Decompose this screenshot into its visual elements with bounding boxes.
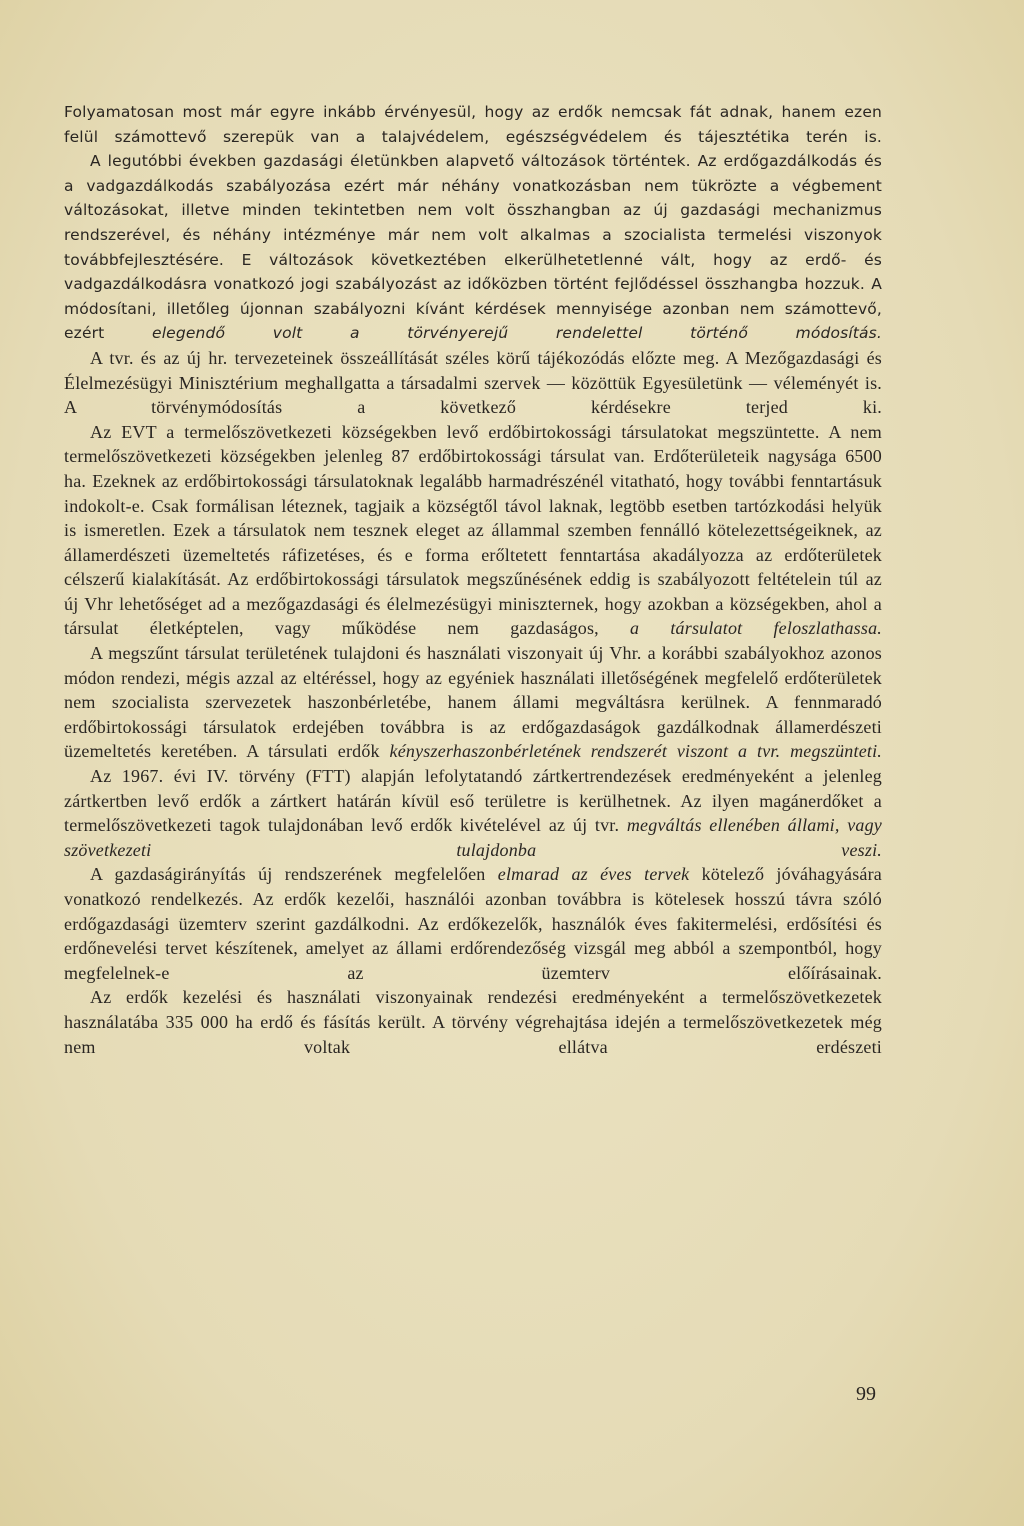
text-segment: Az 1967. évi IV. törvény (FTT) alapján lefolytatandó zártkertrendezések eredményeként a jelenleg zártkertben levő erdők a zártkert határán kívül eső területre is kerülhetnek. Az ilyen magánerdőket a termelőszövetkezeti tagok tulajdonában levő erdők kivételével az új tvr. [64, 766, 882, 836]
paragraph [64, 100, 882, 149]
paragraph [64, 862, 882, 985]
emphasized-text: megváltás ellenében állami, vagy szövetkezeti tulajdonba veszi. [64, 815, 882, 860]
paragraph [64, 641, 882, 764]
paragraph [64, 764, 882, 862]
paragraph [64, 420, 882, 641]
text-segment: A megszűnt társulat területének tulajdoni és használati viszonyait új Vhr. a korábbi szabályokhoz azonos módon rendezi, mégis azzal az eltéréssel, hogy az egyéniek használati illetőségének megfelelő erdőterületek nem szocialista szervezetek haszonbérletébe, hanem állami megváltásra kerülnek. A fennmaradó erdőbirtokossági társulatok erdejében továbbra is az erdőgazdaságok gazdálkodnak államerdészeti üzemeltetés keretében. A társulati erdők [64, 643, 882, 762]
emphasized-text: elmarad az éves tervek [497, 864, 690, 885]
text-segment: A legutóbbi években gazdasági életünkben alapvető változások történtek. Az erdőgazdálkodás és a vadgazdálkodás szabályozása ezért már néhány vonatkozásban nem tükrözte a végbement változásokat, illetve minden tekintetben nem volt összhangban az új gazdasági mechanizmus rendszerével, és néhány intézménye már nem volt alkalmas a szocialista termelési viszonyok továbbfejlesztésére. E változások következtében elkerülhetetlenné vált, hogy az erdő- és vadgazdálkodásra vonatkozó jogi szabályozást az időközben történt fejlődéssel összhangba hozzuk. A módosítani, illetőleg újonnan szabályozni kívánt kérdések mennyisége azonban nem számottevő, ezért [64, 152, 882, 343]
page-number: 99 [856, 1383, 876, 1405]
text-segment: Folyamatosan most már egyre inkább érvényesül, hogy az erdők nemcsak fát adnak, hanem ezen felül számottevő szerepük van a talajvédelem, egészségvédelem és tájesztétika terén is. [64, 103, 882, 146]
text-segment: Az erdők kezelési és használati viszonyainak rendezési eredményeként a termelőszövetkezetek használatába 335 000 ha erdő és fásítás került. A törvény végrehajtása idején a termelőszövetkezetek még nem voltak ellátva erdészeti [64, 987, 882, 1057]
text-segment: kötelező jóváhagyására vonatkozó rendelkezés. Az erdők kezelői, használói azonban továbbra is kötelesek hosszú távra szóló erdőgazdasági üzemterv szerint gazdálkodni. Az erdőkezelők, használók éves fakitermelési, erdősítési és erdőnevelési tervet készítenek, amelyet az állami erdőrendezőség vizsgál meg abból a szempontból, hogy megfelelnek-e az üzemterv előírásainak. [64, 864, 882, 983]
emphasized-text: a társulatot feloszlathassa. [630, 618, 882, 639]
text-segment: Az EVT a termelőszövetkezeti községekben levő erdőbirtokossági társulatokat megszüntette. A nem termelőszövetkezeti községekben jelenleg 87 erdőbirtokossági társulat van. Erdőterületeik nagysága 6500 ha. Ezeknek az erdőbirtokossági társulatoknak legalább harmadrészénél vitatható, hogy további fenntartásuk indokolt-e. Csak formálisan léteznek, tagjaik a községtől távol laknak, legtöbb esetben tartózkodási helyük is ismeretlen. Ezek a társulatok nem tesznek eleget az állammal szemben fennálló kötelezettségeiknek, az államerdészeti üzemeltetés ráfizetéses, és e forma erőltetett fenntartása akadályozza az erdőterületek célszerű kialakítását. Az erdőbirtokossági társulatok megszűnésének eddig is szabályozott feltételein túl az új Vhr lehetőséget ad a mezőgazdasági és élelmezésügyi miniszternek, hogy azokban a községekben, ahol a társulat életképtelen, vagy működése nem gazdaságos, [64, 421, 882, 639]
emphasized-text: elegendő volt a törvényerejű rendelettel történő módosítás. [152, 324, 882, 343]
text-segment: A tvr. és az új hr. tervezeteinek összeállítását széles körű tájékozódás előzte meg. A Mezőgazdasági és Élelmezésügyi Minisztérium meghallgatta a társadalmi szervek — közöttük Egyesületünk — véleményét is. A törvénymódosítás a következő kérdésekre terjed ki. [64, 347, 882, 418]
body-text [64, 100, 882, 1059]
paragraph [64, 985, 882, 1059]
text-segment: A gazdaságirányítás új rendszerének megfelelően [90, 864, 498, 885]
paragraph [64, 346, 882, 420]
paragraph [64, 149, 882, 346]
emphasized-text: kényszerhaszonbérletének rendszerét viszont a tvr. megszünteti. [389, 741, 882, 762]
